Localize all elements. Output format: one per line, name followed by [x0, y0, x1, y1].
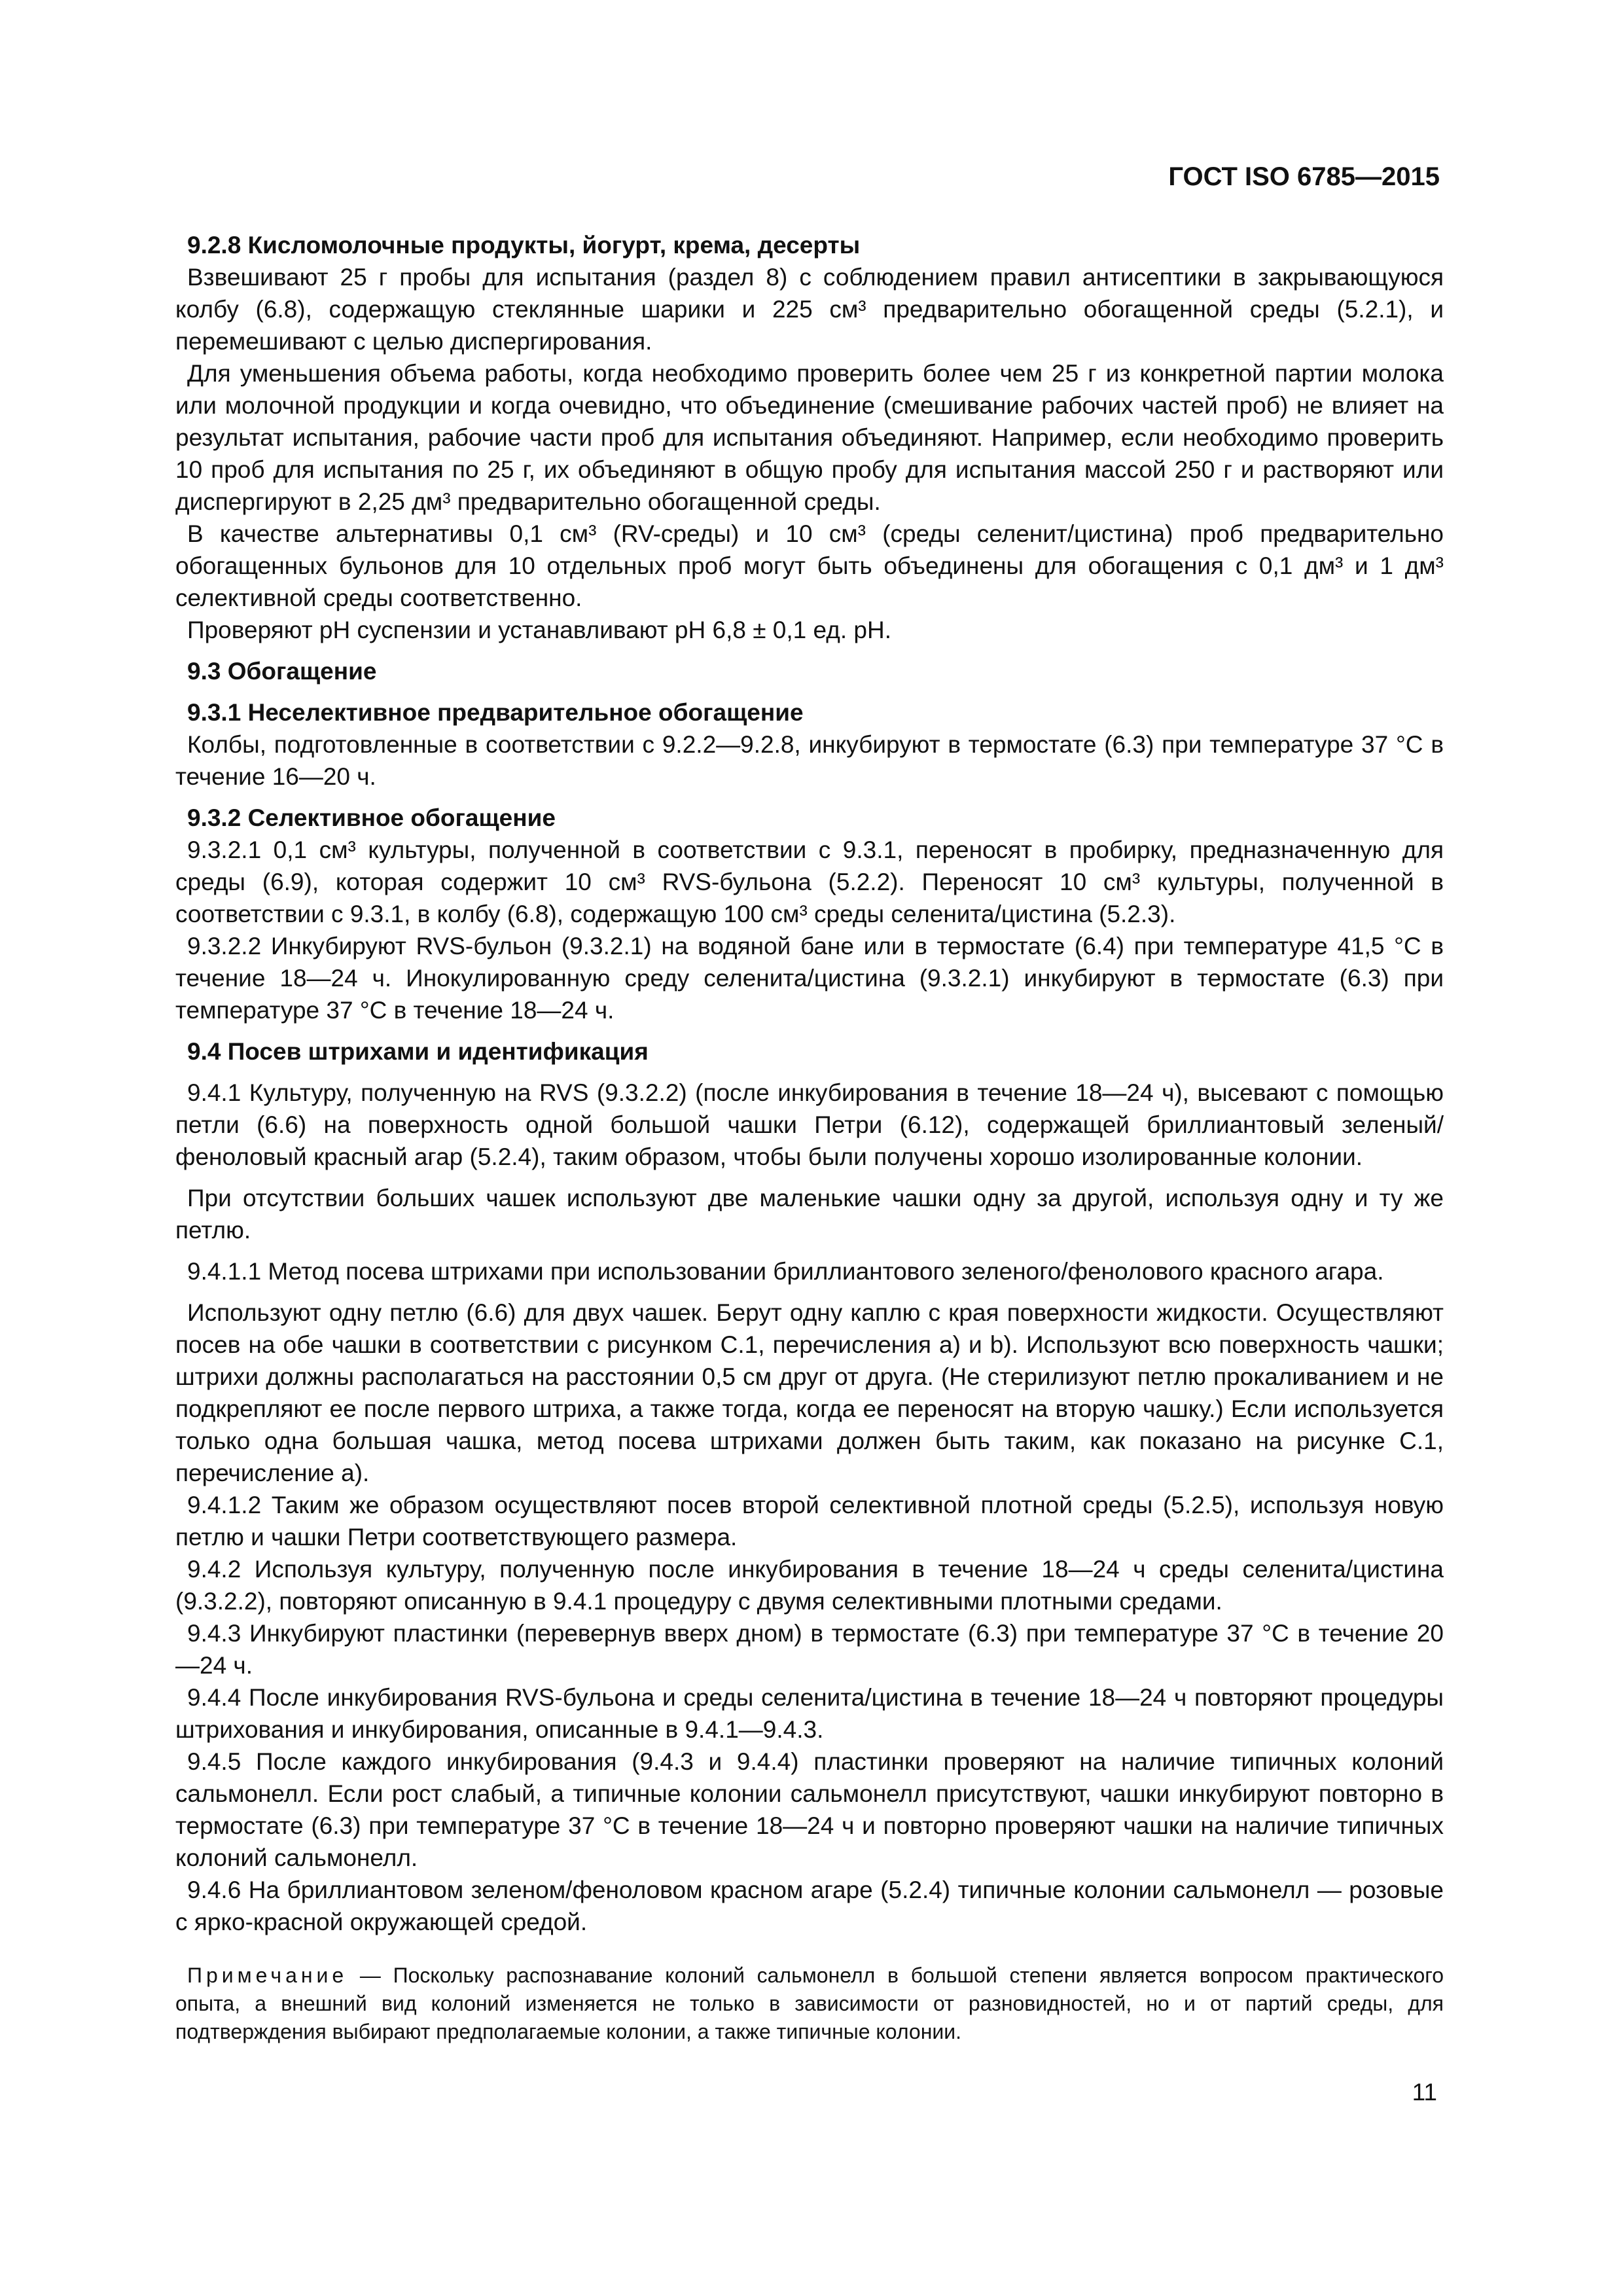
- paragraph: Используют одну петлю (6.6) для двух чашек. Берут одну каплю с края поверхности жидкости. Осуществляют посев на обе чашки в соответствии с рисунком С.1, перечисления a) и b). Используют всю поверхность чашки; штрихи должны располагаться на расстоянии 0,5 см друг от друга. (Не стерилизуют петлю прокаливанием и не подкрепляют ее после первого штриха, а также тогда, когда ее переносят на вторую чашку.) Если используется только одна большая чашка, метод посева штрихами должен быть таким, как показано на рисунке С.1, перечисление a).: [175, 1299, 1444, 1486]
- paragraph: 9.4.6 На бриллиантовом зеленом/феноловом красном агаре (5.2.4) типичные колонии сальмонелл — розовые с ярко-красной окружающей средой.: [175, 1876, 1444, 1935]
- paragraph: 9.4.3 Инкубируют пластинки (перевернув вверх дном) в термостате (6.3) при температуре 37 °С в течение 20—24 ч.: [175, 1620, 1444, 1679]
- paragraph: Взвешивают 25 г пробы для испытания (раздел 8) с соблюдением правил антисептики в закрывающуюся колбу (6.8), содержащую стеклянные шарики и 225 см³ предварительно обогащенной среды (5.2.1), и перемешивают с целью диспергирования.: [175, 264, 1444, 355]
- page-number: 11: [1412, 2079, 1437, 2106]
- paragraph: В качестве альтернативы 0,1 см³ (RV-среды) и 10 см³ (среды селенит/цистина) проб предварительно обогащенных бульонов для 10 отдельных проб могут быть объединены для обогащения с 0,1 дм³ и 1 дм³ селективной среды соответственно.: [175, 520, 1444, 611]
- paragraph: 9.3.2.1 0,1 см³ культуры, полученной в соответствии с 9.3.1, переносят в пробирку, предназначенную для среды (6.9), которая содержит 10 см³ RVS-бульона (5.2.2). Переносят 10 см³ культуры, полученной в соответствии с 9.3.1, в колбу (6.8), содержащую 100 см³ среды селенита/цистина (5.2.3).: [175, 836, 1444, 927]
- note-text: — Поскольку распознавание колоний сальмонелл в большой степени является вопросом практического опыта, а внешний вид колоний изменяется не только в зависимости от разновидностей, но и от партий среды, для подтверждения выбирают предполагаемые колонии, а также типичные колонии.: [175, 1964, 1444, 2043]
- paragraph: Проверяют pH суспензии и устанавливают pH 6,8 ± 0,1 ед. pH.: [187, 617, 891, 643]
- paragraph: Для уменьшения объема работы, когда необходимо проверить более чем 25 г из конкретной партии молока или молочной продукции и когда очевидно, что объединение (смешивание рабочих частей проб) не влияет на результат испытания, рабочие части проб для испытания объединяют. Например, если необходимо проверить 10 проб для испытания по 25 г, их объединяют в общую пробу для испытания массой 250 г и растворяют или диспергируют в 2,25 дм³ предварительно обогащенной среды.: [175, 360, 1444, 515]
- paragraph: 9.4.2 Используя культуру, полученную после инкубирования в течение 18—24 ч среды селенита/цистина (9.3.2.2), повторяют описанную в 9.4.1 процедуру с двумя селективными плотными средами.: [175, 1556, 1444, 1615]
- note-label: Примечание: [187, 1964, 348, 1987]
- paragraph: 9.4.5 После каждого инкубирования (9.4.3 и 9.4.4) пластинки проверяют на наличие типичных колоний сальмонелл. Если рост слабый, а типичные колонии сальмонелл присутствуют, чашки инкубируют повторно в термостате (6.3) при температуре 37 °С в течение 18—24 ч и повторно проверяют чашки на наличие типичных колоний сальмонелл.: [175, 1748, 1444, 1871]
- paragraph: 9.4.1.1 Метод посева штрихами при использовании бриллиантового зеленого/фенолового красного агара.: [187, 1258, 1384, 1285]
- paragraph: 9.4.1.2 Таким же образом осуществляют посев второй селективной плотной среды (5.2.5), используя новую петлю и чашки Петри соответствующего размера.: [175, 1492, 1444, 1551]
- note: [175, 1962, 1444, 2046]
- document-body: [175, 229, 1444, 2046]
- section-heading-9-4: 9.4 Посев штрихами и идентификация: [187, 1038, 649, 1065]
- document-code-header: ГОСТ ISO 6785—2015: [1168, 162, 1440, 191]
- section-heading-9-2-8: 9.2.8 Кисломолочные продукты, йогурт, крема, десерты: [187, 232, 861, 259]
- section-heading-9-3-2: 9.3.2 Селективное обогащение: [187, 804, 556, 831]
- section-heading-9-3-1: 9.3.1 Неселективное предварительное обогащение: [187, 699, 804, 726]
- paragraph: При отсутствии больших чашек используют две маленькие чашки одну за другой, используя одну и ту же петлю.: [175, 1185, 1444, 1244]
- paragraph: 9.3.2.2 Инкубируют RVS-бульон (9.3.2.1) на водяной бане или в термостате (6.4) при температуре 41,5 °С в течение 18—24 ч. Инокулированную среду селенита/цистина (9.3.2.1) инкубируют в термостате (6.3) при температуре 37 °С в течение 18—24 ч.: [175, 933, 1444, 1024]
- paragraph: 9.4.4 После инкубирования RVS-бульона и среды селенита/цистина в течение 18—24 ч повторяют процедуры штрихования и инкубирования, описанные в 9.4.1—9.4.3.: [175, 1684, 1444, 1743]
- section-heading-9-3: 9.3 Обогащение: [187, 658, 377, 685]
- paragraph: Колбы, подготовленные в соответствии с 9.2.2—9.2.8, инкубируют в термостате (6.3) при температуре 37 °С в течение 16—20 ч.: [175, 731, 1444, 790]
- paragraph: 9.4.1 Культуру, полученную на RVS (9.3.2.2) (после инкубирования в течение 18—24 ч), высевают с помощью петли (6.6) на поверхность одной большой чашки Петри (6.12), содержащей бриллиантовый зеленый/феноловый красный агар (5.2.4), таким образом, чтобы были получены хорошо изолированные колонии.: [175, 1079, 1444, 1170]
